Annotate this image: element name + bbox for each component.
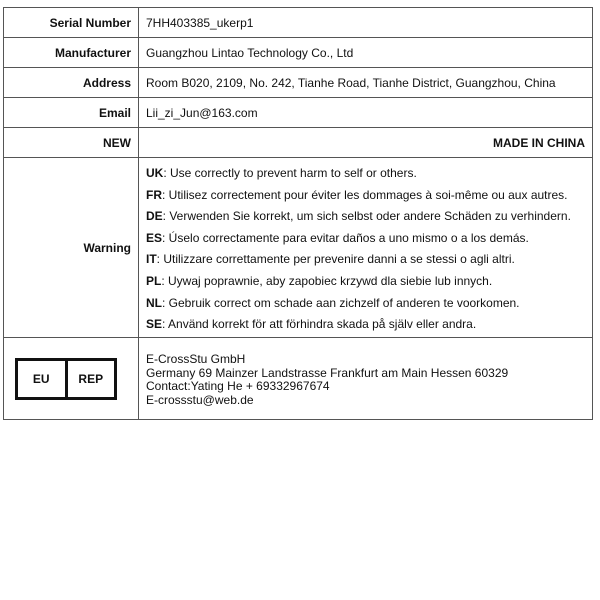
warning-code: PL — [146, 273, 162, 288]
warning-line-se — [146, 317, 585, 331]
serial-number-value: 7HH403385_ukerp1 — [139, 8, 593, 38]
warning-code: DE — [146, 209, 163, 224]
warning-code: ES — [146, 230, 163, 245]
manufacturer-value: Guangzhou Lintao Technology Co., Ltd — [139, 38, 593, 68]
warning-code: FR — [146, 187, 162, 202]
warning-label: Warning — [4, 158, 139, 338]
warning-text: : Verwenden Sie korrekt, um sich selbst oder andere Schäden zu verhindern. — [162, 209, 571, 224]
warning-line-es — [146, 231, 585, 245]
warning-text-cell — [139, 158, 593, 338]
warning-row — [4, 158, 593, 338]
warning-line-fr — [146, 188, 585, 202]
warning-text: : Använd korrekt för att förhindra skada på själv eller andra. — [162, 317, 477, 332]
warning-text: : Use correctly to prevent harm to self or others. — [163, 166, 417, 180]
warning-line-it — [146, 252, 585, 266]
warning-code: NL — [146, 295, 162, 310]
eu-rep-address: Germany 69 Mainzer Landstrasse Frankfurt am Main Hessen 60329 — [146, 365, 509, 380]
eu-rep-email: E-crossstu@web.de — [146, 392, 254, 407]
address-row — [4, 68, 593, 98]
warning-line-uk — [146, 166, 585, 180]
warning-text: : Gebruik correct om schade aan zichzelf of anderen te voorkomen. — [162, 295, 520, 310]
warning-text: : Uywaj poprawnie, aby zapobiec krzywd dla siebie lub innych. — [161, 273, 493, 288]
product-label-table — [3, 7, 593, 420]
serial-number-row — [4, 8, 593, 38]
warning-line-nl — [146, 296, 585, 310]
condition-label: NEW — [4, 128, 139, 158]
warning-code: UK — [146, 166, 164, 180]
eu-rep-row — [4, 338, 593, 420]
address-value: Room B020, 2109, No. 242, Tianhe Road, Tianhe District, Guangzhou, China — [139, 68, 593, 98]
warning-code: IT — [146, 252, 157, 267]
warning-text: : Utilizzare correttamente per prevenire danni a se stessi o agli altri. — [156, 252, 515, 267]
warning-text: : Utilisez correctement pour éviter les dommages à soi-même ou aux autres. — [162, 187, 568, 202]
address-label: Address — [4, 68, 139, 98]
eu-rep-symbol-rep: REP — [65, 361, 115, 397]
serial-number-label: Serial Number — [4, 8, 139, 38]
eu-rep-company: E-CrossStu GmbH — [146, 352, 246, 367]
warning-line-de — [146, 209, 585, 223]
eu-rep-symbol-cell — [4, 338, 139, 420]
manufacturer-row — [4, 38, 593, 68]
eu-rep-symbol — [15, 358, 117, 400]
eu-rep-contact: Contact:Yating He + 69332967674 — [146, 379, 330, 394]
email-value: Lii_zi_Jun@163.com — [139, 98, 593, 128]
origin-value: MADE IN CHINA — [139, 128, 593, 158]
warning-line-pl — [146, 274, 585, 288]
email-row — [4, 98, 593, 128]
email-label: Email — [4, 98, 139, 128]
warning-text: : Úselo correctamente para evitar daños a uno mismo o a los demás. — [162, 230, 529, 245]
eu-rep-symbol-eu: EU — [32, 371, 50, 386]
warning-code: SE — [146, 317, 163, 332]
condition-origin-row — [4, 128, 593, 158]
eu-rep-details — [139, 338, 593, 420]
manufacturer-label: Manufacturer — [4, 38, 139, 68]
